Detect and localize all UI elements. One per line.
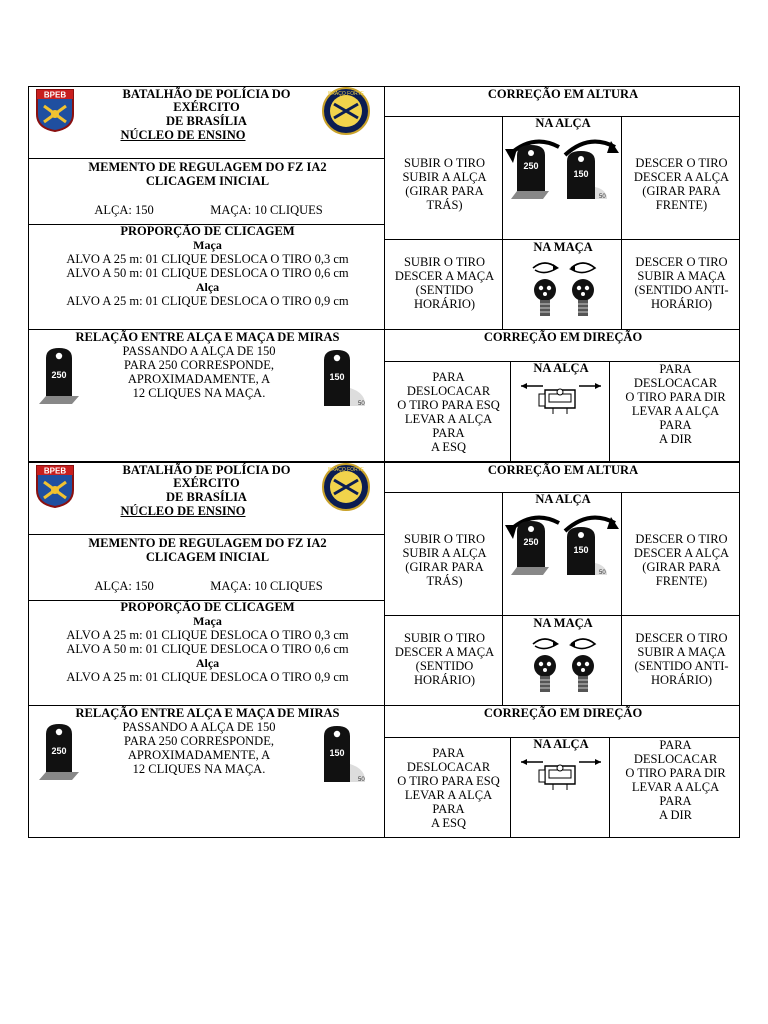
direcao-dir-cell (609, 737, 740, 838)
relacao-line1: PASSANDO A ALÇA DE 150 (122, 344, 276, 358)
alca-initial-value: ALÇA: 150 (94, 203, 154, 217)
proporcao-alca-25m: ALVO A 25 m: 01 CLIQUE DESLOCA O TIRO 0,9 cm (66, 294, 349, 308)
proporcao-title: PROPORÇÃO DE CLICAGEM (120, 600, 295, 614)
sight-number: 150 (329, 372, 345, 382)
direcao-esq-text: PARA DESLOCACAR O TIRO PARA ESQ LEVAR A ALÇA PARA A ESQ (397, 746, 500, 830)
maca-rotation-icon (527, 256, 603, 322)
proporcao-maca-25m: ALVO A 25 m: 01 CLIQUE DESLOCA O TIRO 0,3 cm (66, 252, 349, 266)
direcao-na-alca-label: NA ALÇA (533, 737, 589, 751)
unit-name-line4: NÚCLEO DE ENSINO (120, 128, 246, 142)
sight-number: 150 (573, 545, 589, 555)
altura-maca-down-cell (621, 615, 740, 706)
altura-maca-up-cell (384, 239, 503, 330)
alca-initial-value: ALÇA: 150 (94, 579, 154, 593)
proporcao-maca-50m: ALVO A 50 m: 01 CLIQUE DESLOCA O TIRO 0,6 cm (66, 266, 349, 280)
sight-number: 250 (523, 161, 539, 171)
na-alca-label: NA ALÇA (535, 116, 591, 130)
memento-cell (28, 158, 385, 225)
proporcao-cell (28, 600, 385, 706)
direcao-alca-icon-cell (510, 737, 610, 838)
proporcao-title: PROPORÇÃO DE CLICAGEM (120, 224, 295, 238)
altura-maca-icon-cell (502, 615, 622, 706)
descer-maca-text: DESCER O TIRO SUBIR A MAÇA (SENTIDO ANTI- HORÁRIO) (634, 631, 729, 687)
logo-text: BPEB (43, 90, 67, 100)
unit-header-cell (28, 462, 385, 535)
braco-forte-emblem-logo (320, 86, 372, 136)
direcao-na-alca-label: NA ALÇA (533, 361, 589, 375)
direcao-esq-cell (384, 361, 511, 462)
direcao-dir-cell (609, 361, 740, 462)
proporcao-maca-25m: ALVO A 25 m: 01 CLIQUE DESLOCA O TIRO 0,3 cm (66, 628, 349, 642)
subir-maca-text: SUBIR O TIRO DESCER A MAÇA (SENTIDO HORÁRIO) (394, 255, 495, 311)
regulagem-card (28, 462, 740, 838)
alca-rotation-icon (503, 509, 623, 579)
memento-title: MEMENTO DE REGULAGEM DO FZ IA2 (88, 536, 327, 550)
direcao-dir-text: PARA DESLOCACAR O TIRO PARA DIR LEVAR A ALÇA PARA A DIR (625, 362, 726, 446)
sight-number: 250 (51, 370, 67, 380)
altura-maca-icon-cell (502, 239, 622, 330)
na-maca-label: NA MAÇA (533, 616, 593, 630)
relacao-line1: PASSANDO A ALÇA DE 150 (122, 720, 276, 734)
altura-alca-down-cell (621, 492, 740, 616)
maca-subheading: Maça (193, 614, 222, 628)
direcao-title: CORREÇÃO EM DIREÇÃO (483, 330, 643, 344)
altura-title: CORREÇÃO EM ALTURA (487, 87, 639, 101)
relacao-line3: APROXIMADAMENTE, A (127, 748, 271, 762)
sight-number: 250 (523, 537, 539, 547)
relacao-title: RELAÇÃO ENTRE ALÇA E MAÇA DE MIRAS (75, 706, 340, 720)
direcao-esq-text: PARA DESLOCACAR O TIRO PARA ESQ LEVAR A ALÇA PARA A ESQ (397, 370, 500, 454)
altura-alca-icon-cell (502, 116, 622, 240)
memento-subtitle: CLICAGEM INICIAL (145, 550, 270, 564)
direcao-esq-cell (384, 737, 511, 838)
subir-alca-text: SUBIR O TIRO SUBIR A ALÇA (GIRAR PARA TRÁS) (402, 532, 487, 588)
sight-edge-number: 50 (358, 777, 365, 783)
sight-number: 150 (573, 169, 589, 179)
maca-initial-value: MAÇA: 10 CLIQUES (210, 579, 323, 593)
sight-edge-number: 50 (599, 194, 606, 200)
na-maca-label: NA MAÇA (533, 240, 593, 254)
unit-name-line1: BATALHÃO DE POLÍCIA DO (122, 463, 291, 477)
direcao-title: CORREÇÃO EM DIREÇÃO (483, 706, 643, 720)
unit-name-line3: DE BRASÍLIA (166, 490, 247, 504)
proporcao-maca-50m: ALVO A 50 m: 01 CLIQUE DESLOCA O TIRO 0,6 cm (66, 642, 349, 656)
unit-name-line2: EXÉRCITO (173, 100, 240, 114)
rear-sight-150-icon (317, 348, 377, 412)
relacao-cell (28, 329, 385, 462)
altura-alca-down-cell (621, 116, 740, 240)
relacao-line2: PARA 250 CORRESPONDE, (124, 734, 274, 748)
direcao-dir-text: PARA DESLOCACAR O TIRO PARA DIR LEVAR A ALÇA PARA A DIR (625, 738, 726, 822)
relacao-title: RELAÇÃO ENTRE ALÇA E MAÇA DE MIRAS (75, 330, 340, 344)
rear-sight-250-icon (39, 346, 89, 408)
windage-knob-icon (519, 378, 603, 418)
altura-title-cell (384, 462, 740, 493)
altura-alca-up-cell (384, 116, 503, 240)
logo-text: BRAÇO FORTE (327, 467, 365, 473)
direcao-alca-icon-cell (510, 361, 610, 462)
unit-name-line1: BATALHÃO DE POLÍCIA DO (122, 87, 291, 101)
relacao-line4: 12 CLIQUES NA MAÇA. (132, 762, 266, 776)
memento-cell (28, 534, 385, 601)
subir-maca-text: SUBIR O TIRO DESCER A MAÇA (SENTIDO HORÁRIO) (394, 631, 495, 687)
braco-forte-emblem-logo (320, 462, 372, 512)
sight-edge-number: 50 (358, 401, 365, 407)
altura-maca-up-cell (384, 615, 503, 706)
maca-subheading: Maça (193, 238, 222, 252)
memento-subtitle: CLICAGEM INICIAL (145, 174, 270, 188)
subir-alca-text: SUBIR O TIRO SUBIR A ALÇA (GIRAR PARA TRÁS) (402, 156, 487, 212)
na-alca-label: NA ALÇA (535, 492, 591, 506)
altura-maca-down-cell (621, 239, 740, 330)
rear-sight-150-icon (317, 724, 377, 788)
bpeb-shield-logo (35, 88, 75, 132)
proporcao-alca-25m: ALVO A 25 m: 01 CLIQUE DESLOCA O TIRO 0,9 cm (66, 670, 349, 684)
memento-title: MEMENTO DE REGULAGEM DO FZ IA2 (88, 160, 327, 174)
relacao-cell (28, 705, 385, 838)
altura-alca-icon-cell (502, 492, 622, 616)
proporcao-cell (28, 224, 385, 330)
descer-alca-text: DESCER O TIRO DESCER A ALÇA (GIRAR PARA FRENTE) (633, 156, 730, 212)
alca-subheading: Alça (195, 656, 220, 670)
direcao-title-cell (384, 329, 740, 362)
unit-name-line2: EXÉRCITO (173, 476, 240, 490)
windage-knob-icon (519, 754, 603, 794)
relacao-line4: 12 CLIQUES NA MAÇA. (132, 386, 266, 400)
sight-edge-number: 50 (599, 570, 606, 576)
relacao-line3: APROXIMADAMENTE, A (127, 372, 271, 386)
descer-alca-text: DESCER O TIRO DESCER A ALÇA (GIRAR PARA FRENTE) (633, 532, 730, 588)
sight-number: 250 (51, 746, 67, 756)
alca-rotation-icon (503, 133, 623, 203)
altura-alca-up-cell (384, 492, 503, 616)
rear-sight-250-icon (39, 722, 89, 784)
altura-title-cell (384, 86, 740, 117)
maca-initial-value: MAÇA: 10 CLIQUES (210, 203, 323, 217)
direcao-title-cell (384, 705, 740, 738)
descer-maca-text: DESCER O TIRO SUBIR A MAÇA (SENTIDO ANTI- HORÁRIO) (634, 255, 729, 311)
alca-subheading: Alça (195, 280, 220, 294)
unit-name-line3: DE BRASÍLIA (166, 114, 247, 128)
regulagem-card (28, 86, 740, 462)
logo-text: BRAÇO FORTE (327, 91, 365, 97)
sight-number: 150 (329, 748, 345, 758)
relacao-line2: PARA 250 CORRESPONDE, (124, 358, 274, 372)
logo-text: BPEB (43, 466, 67, 476)
altura-title: CORREÇÃO EM ALTURA (487, 463, 639, 477)
unit-header-cell (28, 86, 385, 159)
bpeb-shield-logo (35, 464, 75, 508)
maca-rotation-icon (527, 632, 603, 698)
unit-name-line4: NÚCLEO DE ENSINO (120, 504, 246, 518)
